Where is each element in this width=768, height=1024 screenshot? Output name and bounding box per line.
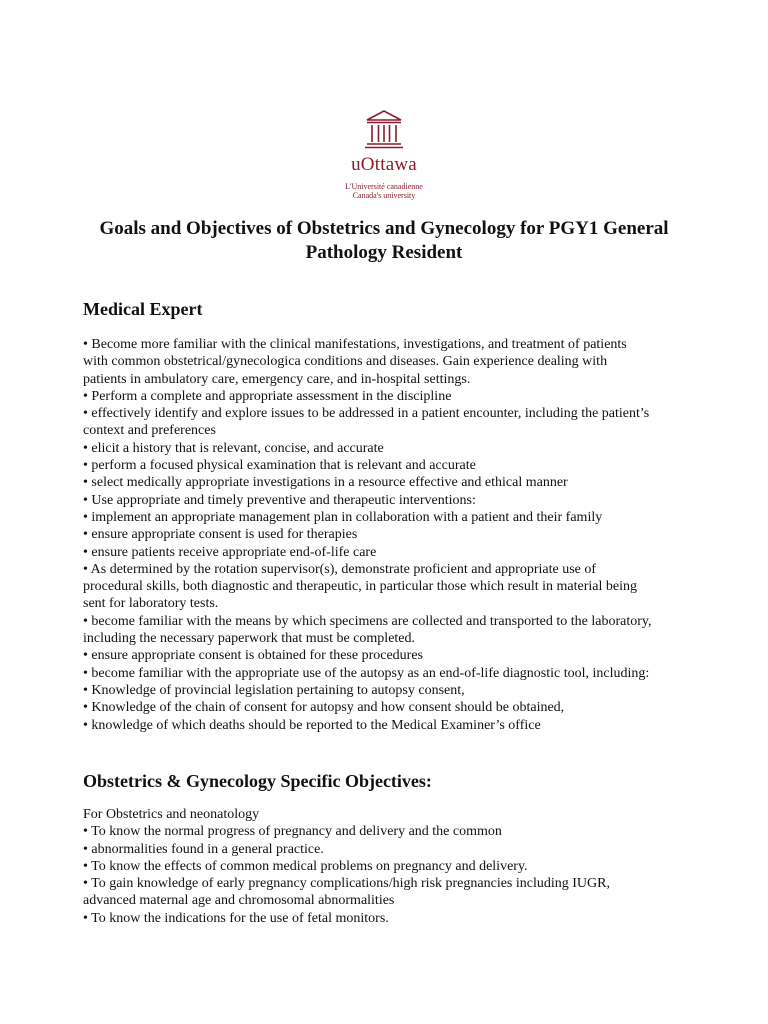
text-line: patients in ambulatory care, emergency care, and in-hospital settings.: [83, 371, 471, 387]
text-line: • Become more familiar with the clinical manifestations, investigations, and treatment of patients: [83, 337, 627, 352]
text-line: advanced maternal age and chromosomal abnormalities: [83, 893, 395, 909]
document-title: [60, 217, 708, 265]
section-heading-medical-expert: Medical Expert: [83, 299, 203, 319]
text-line: with common obstetrical/gynecologica conditions and diseases. Gain experience dealing with: [83, 354, 608, 370]
university-logo: [0, 108, 768, 200]
text-line: • ensure patients receive appropriate end-of-life care: [83, 544, 377, 560]
text-line: • abnormalities found in a general practice.: [83, 841, 324, 857]
text-line: • knowledge of which deaths should be reported to the Medical Examiner’s office: [83, 717, 541, 733]
text-line: • To gain knowledge of early pregnancy complications/high risk pregnancies including IUGR,: [83, 876, 610, 892]
logo-tagline-french: L'Université canadienne: [345, 182, 423, 191]
logo-tagline-english: Canada's university: [352, 191, 416, 200]
university-building-icon: [364, 108, 404, 150]
text-line: • select medically appropriate investigations in a resource effective and ethical manner: [83, 475, 568, 491]
text-line: • Use appropriate and timely preventive and therapeutic interventions:: [83, 492, 476, 508]
text-line: • effectively identify and explore issues to be addressed in a patient encounter, including the patient’s: [83, 406, 650, 422]
text-line: context and preferences: [83, 423, 216, 439]
text-line: • elicit a history that is relevant, concise, and accurate: [83, 440, 384, 456]
title-line-1: Goals and Objectives of Obstetrics and Gynecology for PGY1 General: [99, 218, 669, 239]
text-line: • As determined by the rotation supervisor(s), demonstrate proficient and appropriate use of: [83, 561, 597, 577]
obgyn-specific-objectives: [83, 806, 703, 927]
text-line: • To know the normal progress of pregnancy and delivery and the common: [83, 824, 502, 840]
text-line: including the necessary paperwork that must be completed.: [83, 631, 416, 647]
text-line: • implement an appropriate management plan in collaboration with a patient and their family: [83, 509, 603, 525]
text-line: • To know the indications for the use of fetal monitors.: [83, 910, 389, 926]
text-line: • ensure appropriate consent is obtained for these procedures: [83, 648, 423, 664]
text-line: • Perform a complete and appropriate assessment in the discipline: [83, 388, 452, 404]
text-line: • ensure appropriate consent is used for therapies: [83, 527, 358, 543]
medical-expert-objectives: [83, 336, 703, 734]
text-line: • Knowledge of provincial legislation pertaining to autopsy consent,: [83, 682, 465, 698]
text-line: sent for laboratory tests.: [83, 596, 219, 612]
text-line: • To know the effects of common medical problems on pregnancy and delivery.: [83, 858, 528, 874]
text-line: • become familiar with the means by which specimens are collected and transported to the laboratory,: [83, 613, 652, 629]
text-line: • become familiar with the appropriate use of the autopsy as an end-of-life diagnostic tool, including:: [83, 665, 650, 681]
title-line-2: Pathology Resident: [305, 242, 463, 263]
section-heading-obgyn-objectives: Obstetrics & Gynecology Specific Objectives:: [83, 771, 432, 791]
text-line: procedural skills, both diagnostic and therapeutic, in particular those which result in material being: [83, 579, 638, 595]
text-line: • Knowledge of the chain of consent for autopsy and how consent should be obtained,: [83, 700, 565, 716]
text-line: • perform a focused physical examination that is relevant and accurate: [83, 458, 476, 474]
logo-wordmark: uOttawa: [351, 154, 417, 175]
text-line: For Obstetrics and neonatology: [83, 807, 260, 822]
